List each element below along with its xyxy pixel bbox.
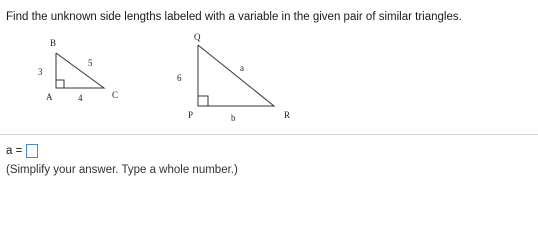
vertex-label-b: B [50,38,57,48]
answer-row [6,142,38,160]
answer-label: a = [6,145,23,157]
vertex-label-c: C [112,90,119,100]
vertex-label-r: R [284,110,291,120]
triangle-pqr-outline [198,45,274,106]
triangle-abc-outline [56,53,104,88]
triangle-abc-right-angle-marker [56,80,64,88]
triangle-pqr [177,32,290,123]
triangle-abc [38,38,118,103]
side-label-ac: 4 [78,93,83,103]
section-divider [0,134,538,135]
triangle-pqr-right-angle-marker [198,96,208,106]
answer-hint: (Simplify your answer. Type a whole number.) [6,164,238,176]
side-label-pr: b [231,113,236,123]
vertex-label-a: A [46,92,53,102]
side-label-pq: 6 [177,73,182,83]
question-text: Find the unknown side lengths labeled with a variable in the given pair of similar triangles. [6,11,462,23]
side-label-bc: 5 [88,58,93,68]
answer-input[interactable] [26,144,38,158]
vertex-label-q: Q [194,32,201,42]
vertex-label-p: P [188,110,194,120]
side-label-qr: a [240,63,244,73]
side-label-ab: 3 [38,67,43,77]
